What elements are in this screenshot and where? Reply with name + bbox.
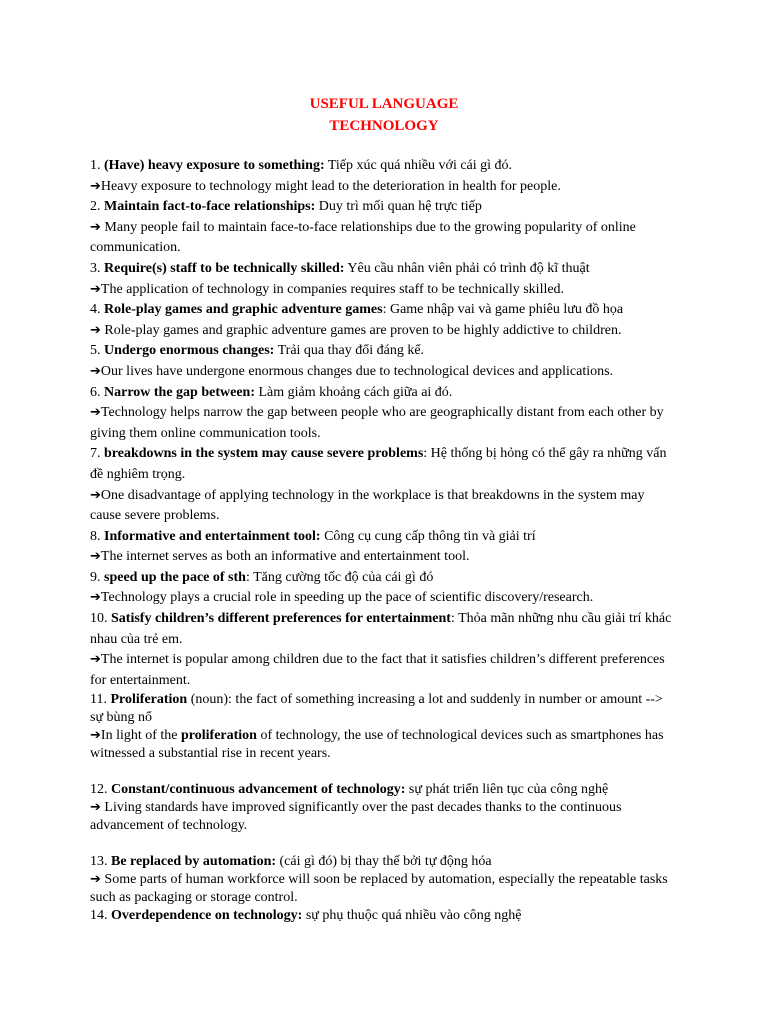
vocab-entry-5: [90, 341, 675, 382]
example-text: Technology helps narrow the gap between people who are geographically distant from each other by giving them online communication tools.: [90, 405, 664, 441]
entry-example: [90, 547, 675, 568]
vocab-entry-10: [90, 609, 675, 691]
entry-example: [90, 871, 675, 907]
entry-gloss: Trải qua thay đổi đáng kể.: [274, 343, 425, 359]
entry-number: 5.: [90, 343, 104, 359]
example-text: One disadvantage of applying technology in the workplace is that breakdowns in the system may cause severe problems.: [90, 487, 645, 524]
vocab-entry-13: [90, 853, 675, 907]
entry-term: Satisfy children’s different preferences for entertainment: [111, 611, 451, 627]
title-line-2: TECHNOLOGY: [329, 118, 439, 134]
entry-heading: [90, 383, 675, 404]
example-text-pre: In light of the: [100, 728, 182, 744]
entry-heading: [90, 781, 675, 799]
vocab-entry-1: [90, 156, 675, 197]
entry-gloss: (noun): the fact of something increasing a lot and suddenly in number or amount --> sự bùng nổ: [90, 692, 663, 726]
entry-number: 9.: [90, 569, 104, 585]
entry-number: 12.: [90, 782, 111, 798]
example-text: The internet is popular among children due to the fact that it satisfies children’s different preferences for entertainment.: [90, 652, 665, 688]
vocab-entry-4: [90, 300, 675, 341]
entry-term: Role-play games and graphic adventure games: [104, 302, 383, 318]
entry-example: [90, 403, 675, 444]
entry-example: [90, 218, 675, 259]
entry-number: 4.: [90, 302, 104, 318]
example-text-post: of technology, the use of technological devices such as smartphones has witnessed a substantial rise in recent years.: [90, 728, 664, 762]
spacer: [90, 835, 675, 853]
vocab-entry-2: [90, 197, 675, 259]
entry-gloss: Duy trì mối quan hệ trực tiếp: [315, 199, 482, 215]
arrow-right-icon: ➔: [90, 405, 101, 421]
entry-heading: [90, 156, 675, 177]
entry-number: 6.: [90, 384, 104, 400]
entry-term: Overdependence on technology:: [111, 908, 303, 924]
entry-gloss: : Tăng cường tốc độ của cái gì đó: [245, 569, 434, 585]
example-text: The internet serves as both an informative and entertainment tool.: [100, 549, 470, 565]
arrow-right-icon: ➔: [90, 219, 101, 235]
entry-number: 11.: [90, 692, 111, 708]
entry-term: Proliferation: [110, 692, 188, 708]
entry-gloss: Yêu cầu nhân viên phải có trình độ kĩ thuật: [344, 260, 590, 276]
arrow-right-icon: ➔: [90, 872, 101, 888]
example-text-bold: proliferation: [181, 728, 257, 744]
entry-term: breakdowns in the system may cause severe problems: [104, 446, 424, 462]
entry-gloss: Tiếp xúc quá nhiều với cái gì đó.: [324, 158, 513, 173]
example-text: Many people fail to maintain face-to-face relationships due to the growing popularity of online communication.: [90, 219, 636, 256]
vocab-entry-11: [90, 691, 675, 763]
entry-heading: [90, 568, 675, 589]
entry-heading: [90, 527, 675, 548]
entry-number: 14.: [90, 908, 111, 924]
entry-term: Be replaced by automation:: [111, 854, 277, 870]
vocab-entry-14: [90, 907, 675, 925]
title-line-1: USEFUL LANGUAGE: [309, 96, 459, 112]
vocab-entry-8: [90, 527, 675, 568]
entry-number: 1.: [90, 158, 104, 173]
entry-example: [90, 799, 675, 835]
entry-term: Informative and entertainment tool:: [104, 528, 321, 544]
entry-gloss: : Thỏa mãn những nhu cầu giải trí khác nhau của trẻ em.: [90, 611, 672, 647]
entry-example: [90, 486, 675, 527]
example-text: Heavy exposure to technology might lead to the deterioration in health for people.: [100, 178, 561, 194]
entry-example: [90, 177, 675, 198]
entry-term: Narrow the gap between:: [104, 384, 255, 400]
entry-gloss: : Game nhập vai và game phiêu lưu đồ họa: [382, 302, 624, 318]
entry-gloss: (cái gì đó) bị thay thế bởi tự động hóa: [276, 854, 492, 870]
entry-heading: [90, 259, 675, 280]
entry-term: Require(s) staff to be technically skilled:: [104, 260, 345, 276]
entry-term: Undergo enormous changes:: [104, 343, 275, 359]
arrow-right-icon: ➔: [90, 281, 101, 297]
spacer: [90, 763, 675, 781]
example-text: The application of technology in companies requires staff to be technically skilled.: [100, 281, 565, 297]
entry-number: 10.: [90, 611, 111, 627]
entry-term: Maintain fact-to-face relationships:: [104, 199, 316, 215]
entry-heading: [90, 691, 675, 727]
entry-number: 7.: [90, 446, 104, 462]
vocabulary-list: [90, 156, 675, 925]
arrow-right-icon: ➔: [90, 322, 101, 338]
entry-gloss: sự phát triển liên tục của công nghệ: [405, 782, 609, 798]
example-text: Technology plays a crucial role in speeding up the pace of scientific discovery/research.: [100, 590, 594, 606]
entry-term: Constant/continuous advancement of technology:: [111, 782, 406, 798]
entry-gloss: Làm giảm khoảng cách giữa ai đó.: [255, 384, 453, 400]
vocab-entry-9: [90, 568, 675, 609]
example-text: Living standards have improved significantly over the past decades thanks to the continuous advancement of technology.: [90, 800, 622, 834]
entry-heading: [90, 609, 675, 650]
arrow-right-icon: ➔: [90, 549, 101, 565]
entry-heading: [90, 444, 675, 485]
entry-term: speed up the pace of sth: [104, 569, 246, 585]
entry-example: [90, 362, 675, 383]
arrow-right-icon: ➔: [90, 487, 101, 503]
vocab-entry-3: [90, 259, 675, 300]
entry-heading: [90, 300, 675, 321]
entry-example: [90, 321, 675, 342]
entry-example: [90, 280, 675, 301]
entry-heading: [90, 197, 675, 218]
entry-gloss: sự phụ thuộc quá nhiều vào công nghệ: [302, 908, 522, 924]
entry-heading: [90, 907, 675, 925]
entry-gloss: Công cụ cung cấp thông tin và giải trí: [320, 528, 536, 544]
example-text: Our lives have undergone enormous changes due to technological devices and applications.: [100, 363, 614, 379]
entry-number: 13.: [90, 854, 111, 870]
vocab-entry-7: [90, 444, 675, 526]
arrow-right-icon: ➔: [90, 590, 101, 606]
example-text: Role-play games and graphic adventure games are proven to be highly addictive to children.: [100, 322, 622, 338]
entry-term: (Have) heavy exposure to something:: [104, 158, 325, 173]
arrow-right-icon: ➔: [90, 728, 101, 744]
arrow-right-icon: ➔: [90, 363, 101, 379]
arrow-right-icon: ➔: [90, 178, 101, 194]
example-text: Some parts of human workforce will soon be replaced by automation, especially the repeatable tasks such as packaging or storage control.: [90, 872, 668, 906]
entry-example: [90, 588, 675, 609]
entry-number: 3.: [90, 260, 104, 276]
vocab-entry-12: [90, 781, 675, 835]
entry-number: 2.: [90, 199, 104, 215]
entry-example: [90, 727, 675, 763]
entry-heading: [90, 853, 675, 871]
vocab-entry-6: [90, 383, 675, 445]
arrow-right-icon: ➔: [90, 800, 101, 816]
entry-number: 8.: [90, 528, 104, 544]
entry-heading: [90, 341, 675, 362]
entry-example: [90, 650, 675, 691]
entry-gloss: : Hệ thống bị hỏng có thể gây ra những vấn đề nghiêm trọng.: [90, 446, 667, 482]
arrow-right-icon: ➔: [90, 652, 101, 668]
